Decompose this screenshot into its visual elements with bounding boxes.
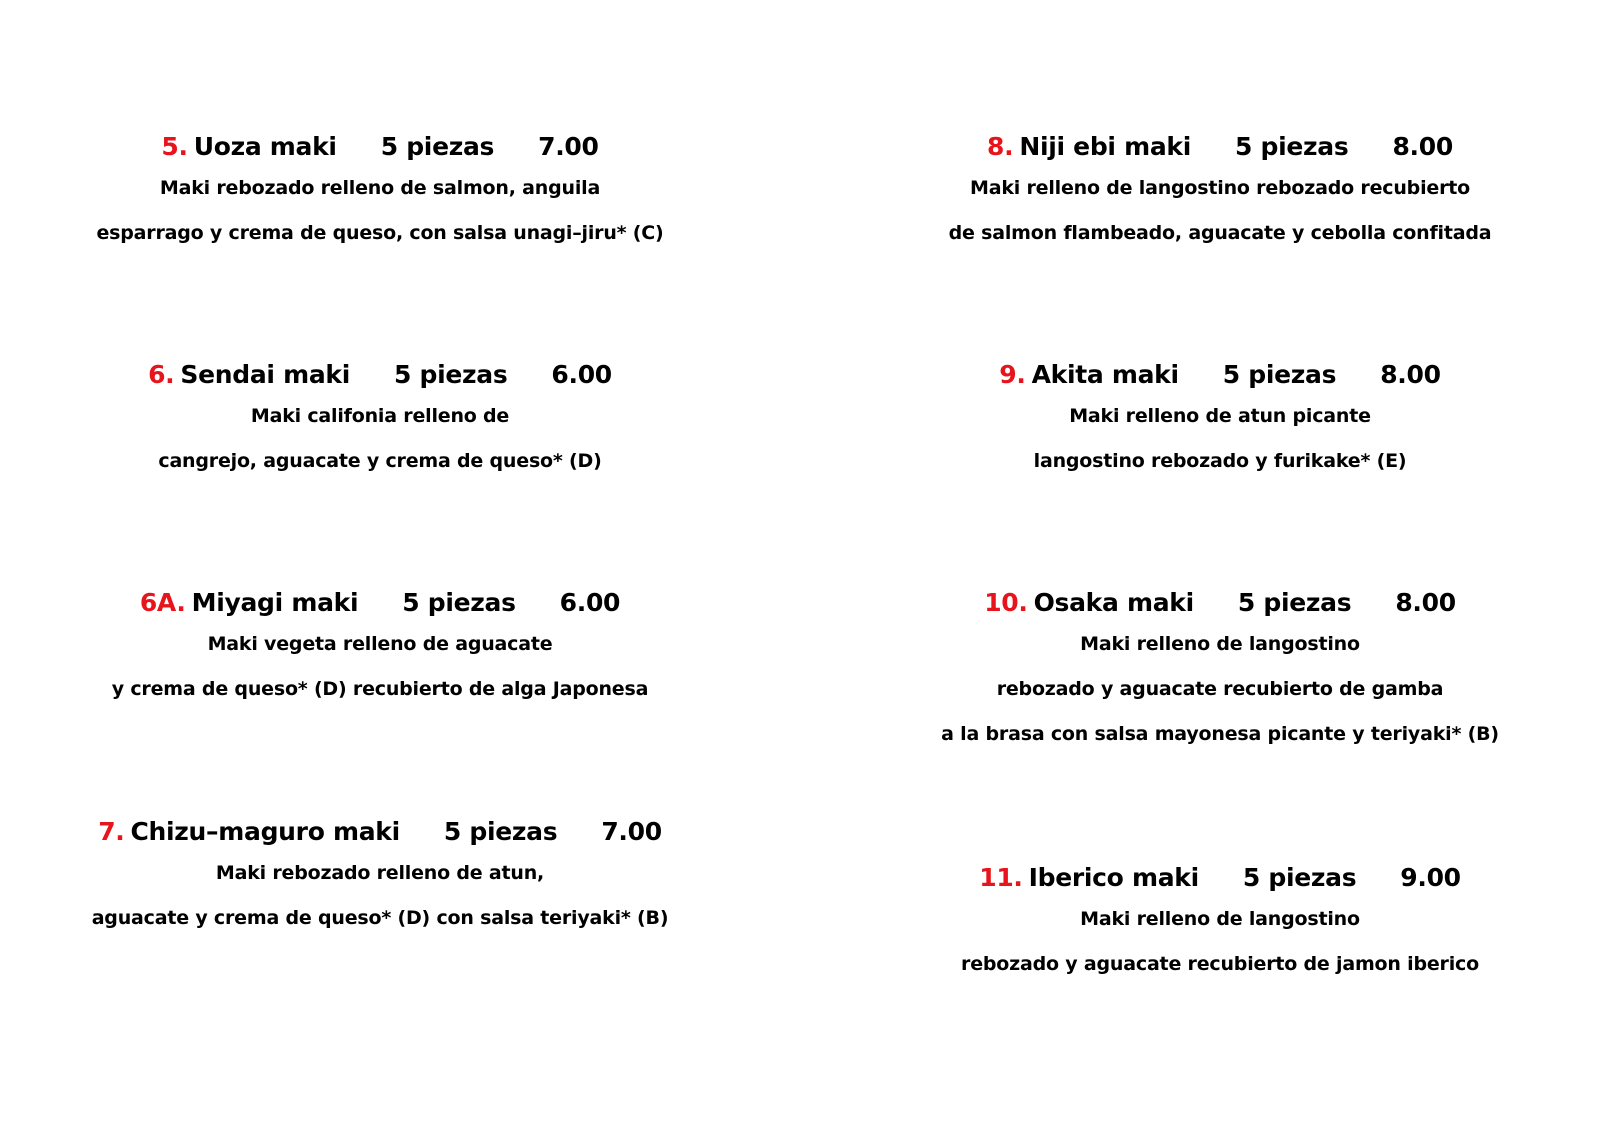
item-number: 8. bbox=[987, 132, 1014, 161]
item-pieces: 5 piezas bbox=[1222, 360, 1337, 389]
menu-item-heading bbox=[880, 588, 1560, 618]
menu-item-heading bbox=[40, 132, 720, 162]
item-price: 8.00 bbox=[1380, 360, 1441, 389]
item-price: 8.00 bbox=[1392, 132, 1453, 161]
item-number: 6. bbox=[148, 360, 175, 389]
item-name: Iberico maki bbox=[1028, 863, 1199, 892]
menu-item-heading bbox=[880, 360, 1560, 390]
item-name: Niji ebi maki bbox=[1019, 132, 1192, 161]
item-description-line: rebozado y aguacate recubierto de jamon iberico bbox=[961, 953, 1479, 975]
item-pieces: 5 piezas bbox=[402, 588, 516, 617]
item-number: 9. bbox=[999, 360, 1026, 389]
menu-item-7 bbox=[40, 817, 720, 930]
menu-item-8 bbox=[880, 132, 1560, 245]
menu-item-10 bbox=[880, 588, 1560, 746]
item-description-line: y crema de queso* (D) recubierto de alga Japonesa bbox=[111, 678, 649, 700]
item-description-line: Maki relleno de atun picante bbox=[1069, 405, 1371, 427]
item-pieces: 5 piezas bbox=[1242, 863, 1357, 892]
item-price: 7.00 bbox=[538, 132, 599, 161]
item-price: 6.00 bbox=[551, 360, 612, 389]
menu-item-heading bbox=[880, 132, 1560, 162]
item-name: Miyagi maki bbox=[191, 588, 359, 617]
item-name: Sendai maki bbox=[180, 360, 350, 389]
menu-item-5 bbox=[40, 132, 720, 245]
item-number: 11. bbox=[979, 863, 1023, 892]
item-price: 7.00 bbox=[601, 817, 662, 846]
item-name: Osaka maki bbox=[1033, 588, 1194, 617]
item-description-line: Maki califonia relleno de bbox=[250, 405, 510, 427]
item-price: 6.00 bbox=[559, 588, 621, 617]
item-number: 10. bbox=[984, 588, 1028, 617]
item-price: 8.00 bbox=[1395, 588, 1456, 617]
item-price: 9.00 bbox=[1400, 863, 1461, 892]
menu-item-9 bbox=[880, 360, 1560, 473]
item-description-line: langostino rebozado y furikake* (E) bbox=[1033, 450, 1407, 472]
item-pieces: 5 piezas bbox=[443, 817, 558, 846]
item-description-line: Maki relleno de langostino bbox=[1080, 633, 1360, 655]
item-number: 6A. bbox=[139, 588, 186, 617]
item-description-line: aguacate y crema de queso* (D) con salsa teriyaki* (B) bbox=[91, 907, 669, 929]
item-description-line: Maki relleno de langostino bbox=[1080, 908, 1360, 930]
menu-item-6a bbox=[40, 588, 720, 701]
item-description-line: a la brasa con salsa mayonesa picante y teriyaki* (B) bbox=[941, 723, 1499, 745]
item-pieces: 5 piezas bbox=[1237, 588, 1352, 617]
item-description-line: Maki vegeta relleno de aguacate bbox=[207, 633, 553, 655]
item-number: 5. bbox=[161, 132, 188, 161]
menu-item-11 bbox=[880, 863, 1560, 976]
item-description-line: de salmon flambeado, aguacate y cebolla confitada bbox=[948, 222, 1492, 244]
menu-item-heading bbox=[880, 863, 1560, 893]
item-pieces: 5 piezas bbox=[1235, 132, 1349, 161]
item-description-line: rebozado y aguacate recubierto de gamba bbox=[996, 678, 1444, 700]
menu-item-heading bbox=[40, 360, 720, 390]
item-description-line: Maki rebozado relleno de atun, bbox=[215, 862, 545, 884]
item-name: Uoza maki bbox=[193, 132, 337, 161]
menu-item-heading bbox=[40, 817, 720, 847]
item-name: Chizu–maguro maki bbox=[130, 817, 400, 846]
item-number: 7. bbox=[98, 817, 125, 846]
item-name: Akita maki bbox=[1031, 360, 1179, 389]
item-description-line: Maki rebozado relleno de salmon, anguila bbox=[159, 177, 601, 199]
menu-item-heading bbox=[40, 588, 720, 618]
item-description-line: Maki relleno de langostino rebozado recubierto bbox=[970, 177, 1470, 199]
item-description-line: esparrago y crema de queso, con salsa unagi–jiru* (C) bbox=[96, 222, 664, 244]
menu-item-6 bbox=[40, 360, 720, 473]
item-pieces: 5 piezas bbox=[394, 360, 508, 389]
item-pieces: 5 piezas bbox=[380, 132, 495, 161]
item-description-line: cangrejo, aguacate y crema de queso* (D) bbox=[158, 450, 602, 472]
